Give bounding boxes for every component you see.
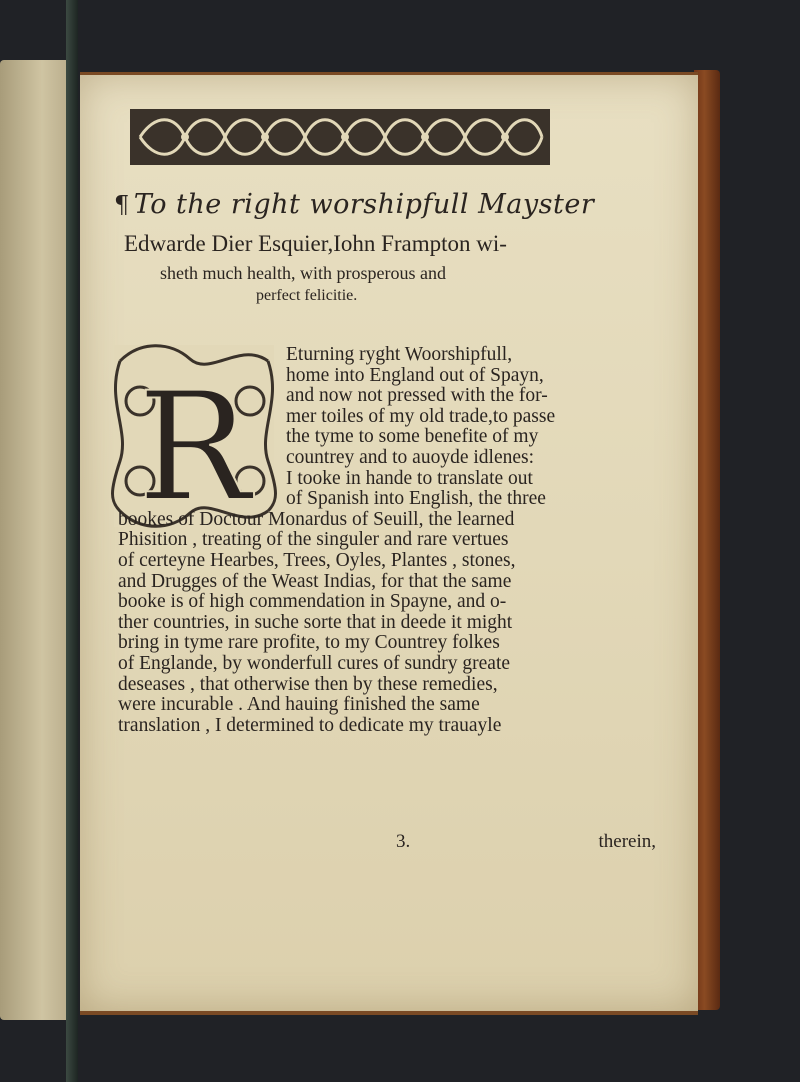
text-line: bring in tyme rare profite, to my Countrey folkes	[118, 632, 500, 654]
text-line: translation , I determined to dedicate my trauayle	[118, 714, 502, 736]
text-line: of Englande, by wonderfull cures of sundry greate	[118, 652, 511, 674]
body-text	[118, 345, 658, 736]
text-line: booke is of high commendation in Spayne, and o-	[118, 591, 507, 613]
text-line: countrey and to auoyde idlenes:	[286, 446, 535, 468]
headpiece-ornament	[130, 109, 550, 165]
heading-line-2: Edwarde Dier Esquier,Iohn Frampton wi-	[124, 231, 507, 256]
text-line: the tyme to some benefite of my	[286, 426, 539, 448]
text-line: mer toiles of my old trade,to passe	[286, 405, 556, 427]
heading-line-1: To the right worshipfull Mayster	[133, 189, 595, 220]
dedication-heading	[114, 189, 674, 220]
text-line: of certeyne Hearbes, Trees, Oyles, Plantes , stones,	[118, 549, 516, 571]
pilcrow-icon: ¶	[114, 191, 130, 219]
text-line: home into England out of Spayn,	[286, 364, 544, 386]
text-line: deseases , that otherwise then by these remedies,	[118, 673, 498, 695]
drop-cap-letter: R	[137, 361, 251, 531]
heading-line-3: sheth much health, with prosperous and	[160, 263, 446, 283]
left-page-edge	[0, 60, 70, 1020]
text-line: I tooke in hande to translate out	[286, 467, 533, 489]
text-line: Eturning ryght Woorshipfull,	[286, 344, 513, 365]
text-line: ther countries, in suche sorte that in deede it might	[118, 611, 513, 633]
text-line: of Spanish into English, the three	[286, 488, 546, 510]
text-line: and Drugges of the Weast Indias, for that the same	[118, 570, 512, 592]
text-line: Phisition , treating of the singuler and rare vertues	[118, 529, 509, 551]
book-page	[80, 72, 698, 1015]
book-gutter	[66, 0, 78, 1082]
signature-mark: 3.	[396, 831, 411, 852]
heading-line-4: perfect felicitie.	[256, 287, 358, 304]
catchword: therein,	[598, 831, 656, 852]
text-line: bookes of Doctour Monardus of Seuill, the learned	[118, 508, 515, 530]
text-line: were incurable . And hauing finished the same	[118, 694, 480, 716]
text-line: and now not pressed with the for-	[286, 385, 548, 407]
